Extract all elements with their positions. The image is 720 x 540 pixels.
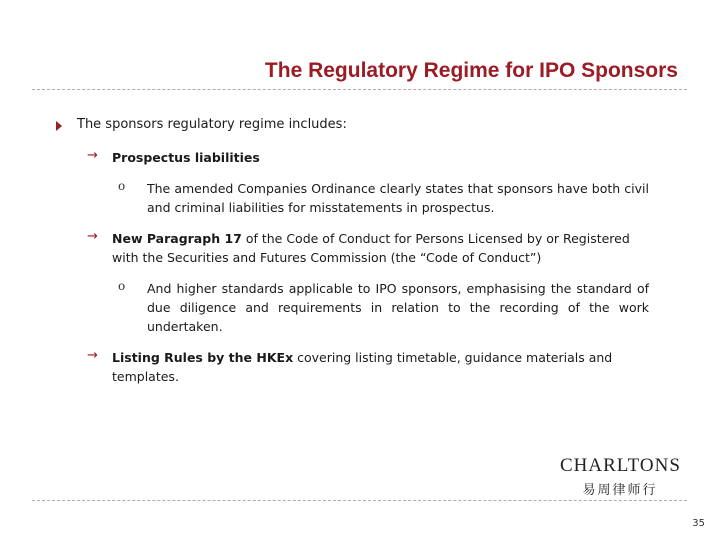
bottom-divider	[32, 500, 687, 501]
page-number: 35	[692, 518, 705, 529]
arrow-bullet-icon: →	[87, 148, 98, 163]
item-heading: New Paragraph 17	[112, 231, 242, 246]
circle-bullet-icon: o	[118, 279, 126, 293]
list-item	[112, 148, 652, 167]
sub-item-text: And higher standards applicable to IPO sponsors, emphasising the standard of due diligence and requirements in relation to the recording of the work undertaken.	[147, 281, 649, 334]
logo-english: CHARLTONS	[560, 455, 681, 476]
triangle-bullet-icon	[56, 121, 62, 131]
item-text: of the Code of Conduct for Persons Licensed by or Registered with the Securities and Futures Commission (the “Code of Conduct”)	[112, 231, 630, 265]
list-item	[112, 348, 652, 386]
list-item	[112, 229, 652, 267]
arrow-bullet-icon: →	[87, 229, 98, 244]
item-heading: Prospectus liabilities	[112, 150, 260, 165]
item-heading: Listing Rules by the HKEx	[112, 350, 294, 365]
circle-bullet-icon: o	[118, 179, 126, 193]
arrow-bullet-icon: →	[87, 348, 98, 363]
charltons-logo	[560, 455, 680, 498]
top-divider	[32, 89, 687, 90]
logo-chinese: 易周律师行	[582, 483, 658, 498]
item-text: covering listing timetable, guidance materials and templates.	[112, 350, 613, 384]
sub-item-text: The amended Companies Ordinance clearly states that sponsors have both civil and criminal liabilities for misstatements in prospectus.	[147, 181, 649, 215]
slide-title: The Regulatory Regime for IPO Sponsors	[264, 59, 678, 82]
intro-text: The sponsors regulatory regime includes:	[77, 117, 347, 132]
